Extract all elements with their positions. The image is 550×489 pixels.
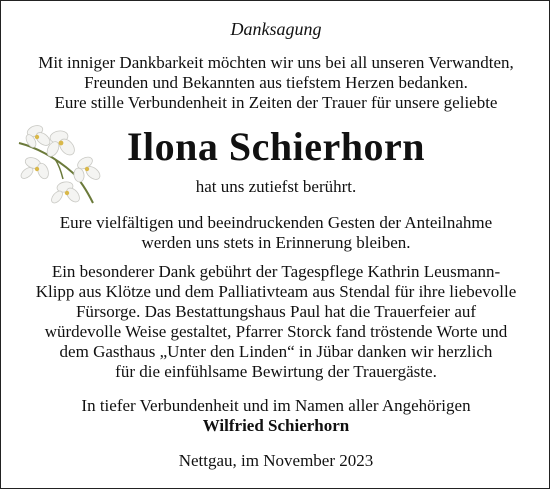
thanks-line: würdevolle Weise gestaltet, Pfarrer Storck fand tröstende Worte und [44, 322, 508, 341]
intro-line: Freunden und Bekannten aus tiefstem Herzen bedanken. [84, 73, 468, 92]
thanks-line: Ein besonderer Dank gebührt der Tagespflege Kathrin Leusmann- [51, 262, 501, 281]
gesture-line: werden uns stets in Erinnerung bleiben. [141, 233, 411, 252]
thanks-line: für die einfühlsame Bewirtung der Trauergäste. [115, 362, 437, 381]
intro-line: Eure stille Verbundenheit in Zeiten der Trauer für unsere geliebte [54, 93, 498, 112]
intro-line: Mit inniger Dankbarkeit möchten wir uns bei all unseren Verwandten, [38, 53, 514, 72]
place-date: Nettgau, im November 2023 [178, 451, 374, 470]
touched-line: hat uns zutiefst berührt. [195, 177, 357, 196]
thanks-line: dem Gasthaus „Unter den Linden“ in Jübar danken wir herzlich [59, 342, 493, 361]
thanks-line: Fürsorge. Das Bestattungshaus Paul hat die Trauerfeier auf [75, 302, 477, 321]
deceased-name: Ilona Schierhorn [126, 124, 426, 169]
notice-heading: Danksagung [230, 19, 322, 39]
closing-line: In tiefer Verbundenheit und im Namen aller Angehörigen [81, 396, 471, 415]
gesture-line: Eure vielfältigen und beeindruckenden Gesten der Anteilnahme [59, 213, 493, 232]
signer-name: Wilfried Schierhorn [202, 416, 350, 435]
thanks-line: Klipp aus Klötze und dem Palliativteam aus Stendal für ihre liebevolle [35, 282, 517, 301]
